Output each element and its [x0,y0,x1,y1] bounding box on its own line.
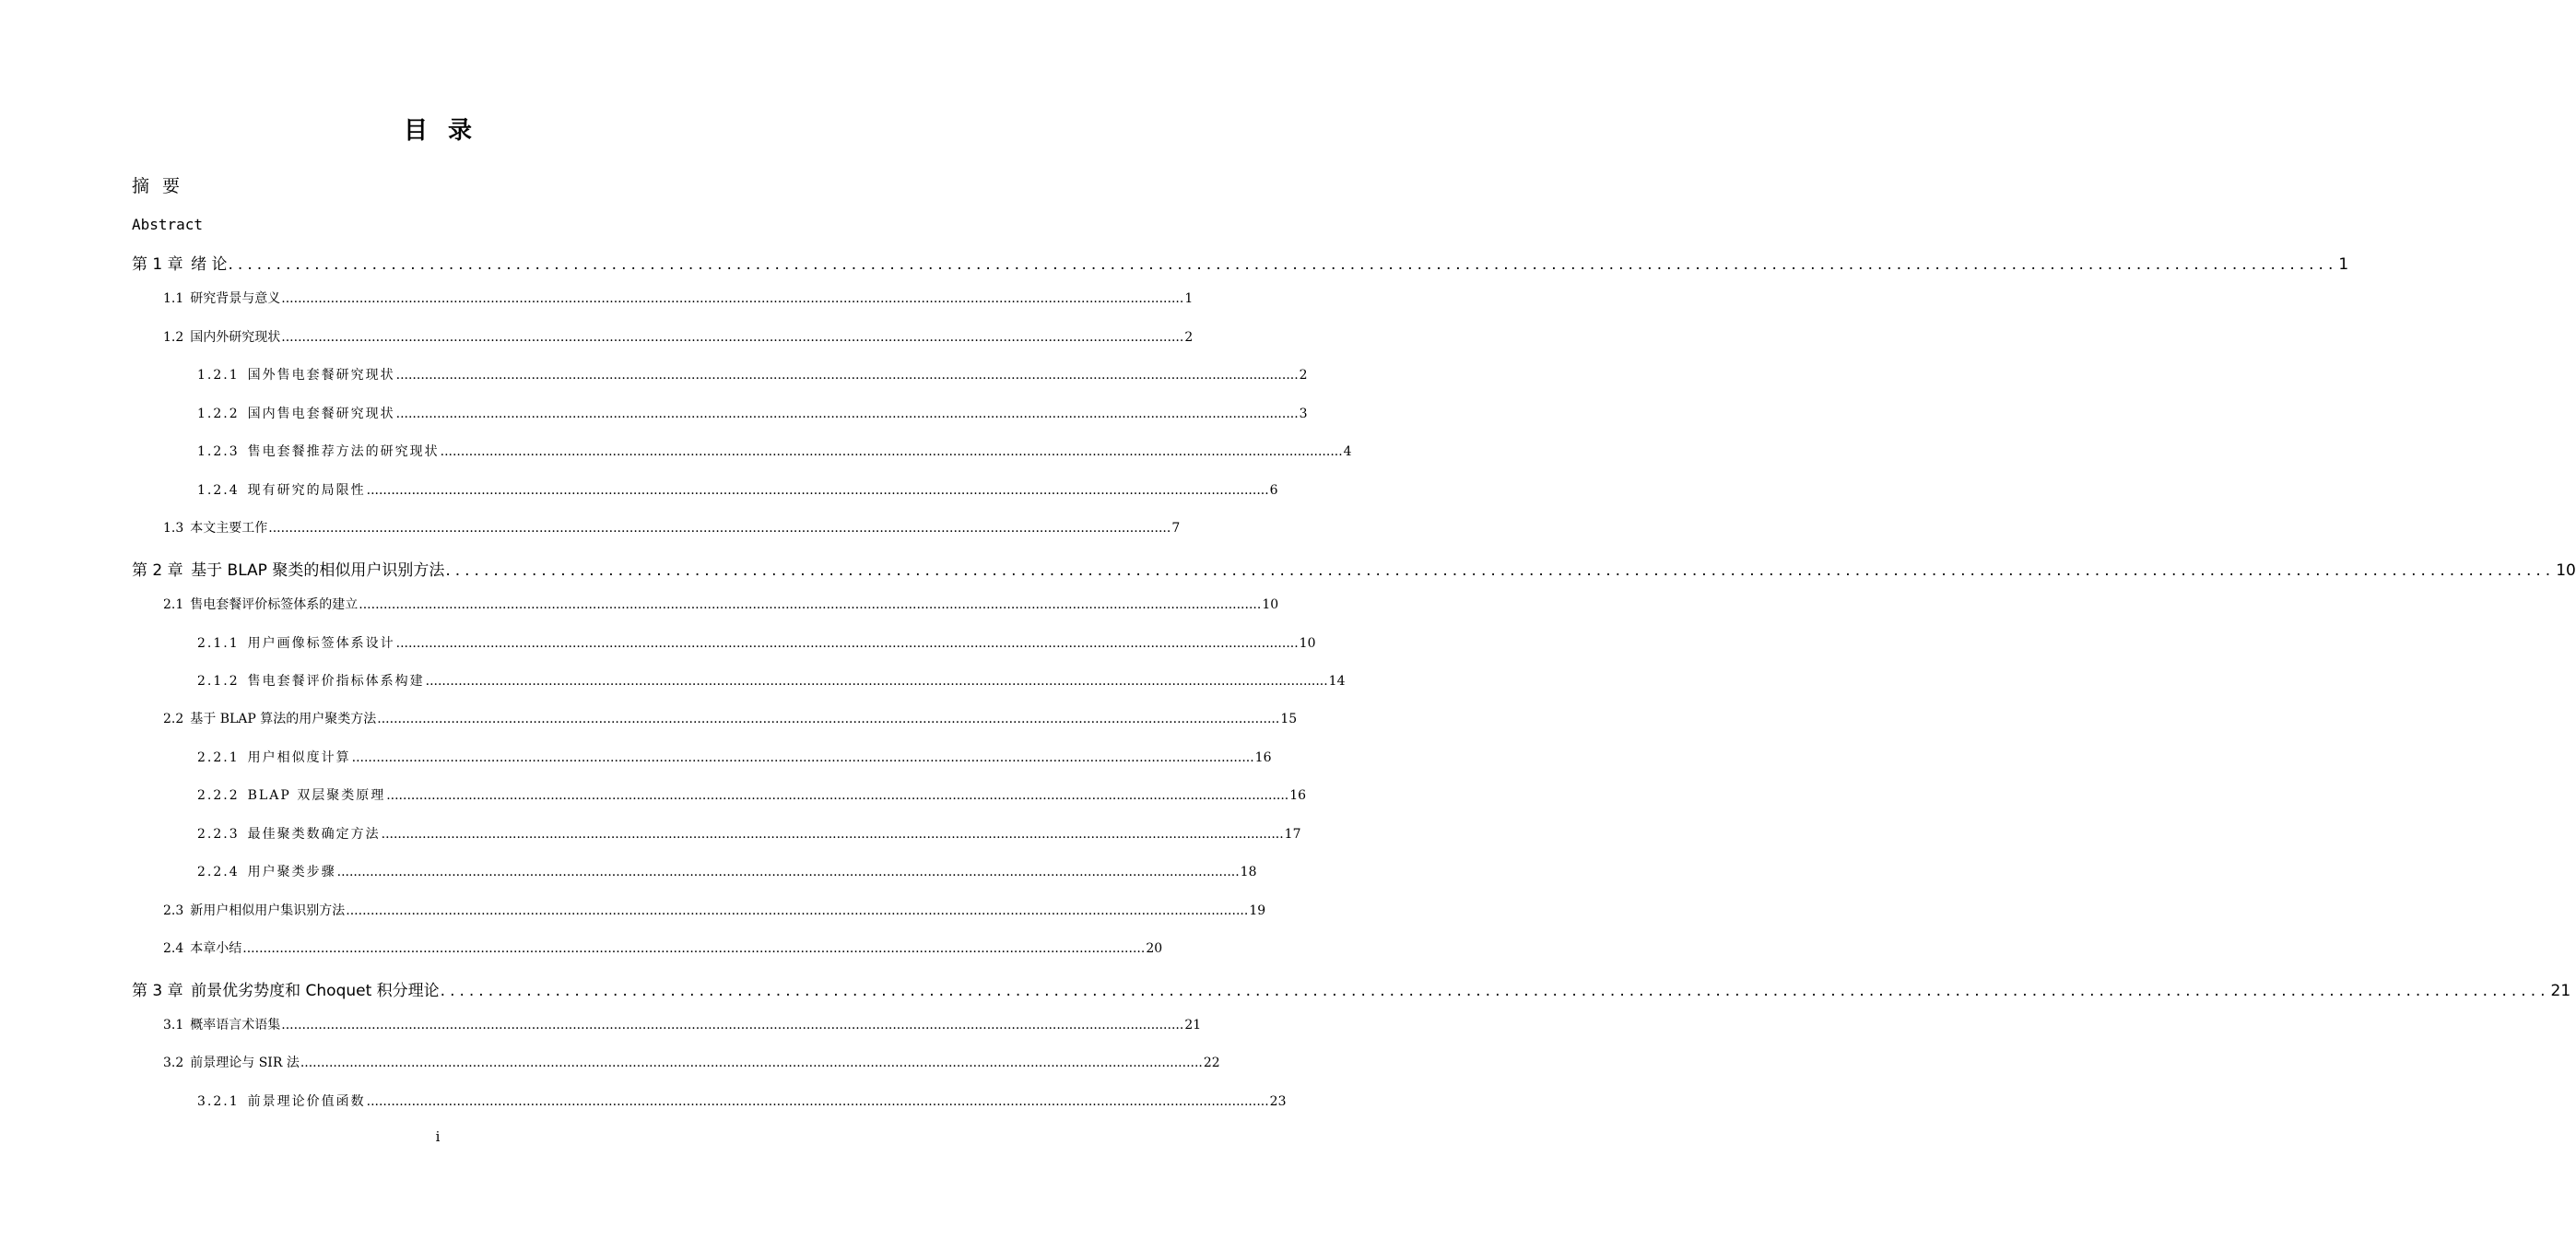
toc-entry-label [163,595,358,613]
toc-dot-leader: ............................................................................................................................................................................................................................ [381,827,1284,842]
toc-entry-label [132,557,444,580]
toc-dot-leader: ............................................................................................................................................................................................................................ [281,330,1184,345]
toc-entry-label [163,1053,300,1071]
toc-abstract-en[interactable]: Abstract [132,216,204,233]
toc-entry-number: 第 2 章 [132,561,183,580]
toc-entry-gap [240,483,248,498]
toc-entry[interactable] [197,633,1316,657]
toc-entry-page: 1 [2338,255,2349,274]
toc-entry-page: 21 [1184,1018,1202,1032]
toc-entry-title: 本章小结 [190,941,242,956]
toc-entry-gap [240,865,248,879]
toc-entry-number: 2.1.1 [197,636,240,651]
toc-entry-gap [240,368,248,383]
toc-dot-leader: ............................................................................................................................................................................................................................ [425,674,1328,689]
toc-entry[interactable] [197,671,1346,695]
toc-dot-leader: ............................................................................................................................................................................................................................ [386,788,1289,803]
toc-entry[interactable] [163,327,1194,351]
toc-dot-leader: ............................................................................................................................................................................................................................ [268,521,1171,536]
toc-entry[interactable] [197,748,1272,772]
toc-entry-number: 2.2.2 [197,788,240,803]
toc-dot-leader: ............................................................................................................................................................................................................................ [395,636,1299,651]
toc-entry-title: 国外售电套餐研究现状 [247,368,395,383]
toc-entry-label [163,709,376,727]
toc-entry[interactable] [197,785,1307,809]
toc-dot-leader: ............................................................................................................................................................................................................................ [377,712,1280,726]
toc-dot-leader: ............................................................................................................................................................................................................................ [395,407,1299,421]
toc-entry-label [163,938,241,957]
toc-entry-gap [183,255,192,274]
toc-entry-label [197,1092,366,1110]
toc-entry-gap [240,674,248,689]
toc-entry-number: 2.4 [163,941,184,956]
toc-dot-leader: ............................................................................................................................................................................................................................ [440,982,2550,1000]
toc-entry-label [163,518,267,537]
toc-entry-gap [240,827,248,842]
toc-entry-label [197,748,351,766]
toc-entry-page: 16 [1289,788,1307,803]
toc-entry-label [197,671,425,690]
toc-entry[interactable] [163,289,1194,313]
toc-entry-title: 前景理论价值函数 [247,1094,366,1109]
toc-entry[interactable] [197,862,1257,886]
toc-entry[interactable] [197,480,1278,504]
toc-entry-label [197,862,336,880]
toc-entry-label [163,327,280,346]
toc-entry-title: 绪 论 [191,255,228,274]
toc-entry-gap [240,788,248,803]
toc-entry-title: 用户聚类步骤 [247,865,336,879]
toc-entry[interactable] [163,1053,1220,1077]
toc-dot-leader: ............................................................................................................................................................................................................................ [336,865,1240,879]
toc-entry-page: 21 [2550,982,2571,1000]
toc-dot-leader: ............................................................................................................................................................................................................................ [281,291,1184,306]
toc-entry-title: 新用户相似用户集识别方法 [190,903,346,918]
toc-entry-page: 10 [2556,561,2576,580]
toc-entry[interactable] [163,595,1279,619]
toc-entry-number: 2.2.3 [197,827,240,842]
toc-entry-page: 16 [1254,750,1272,765]
toc-entry-number: 2.1.2 [197,674,240,689]
toc-entry-label [197,480,366,499]
toc-entry-title: 现有研究的局限性 [247,483,366,498]
toc-entry-page: 1 [1184,291,1194,306]
toc-entry-number: 1.2.1 [197,368,240,383]
toc-entry-number: 2.2.1 [197,750,240,765]
toc-entry-title: 前景优劣势度和 Choquet 积分理论 [191,982,440,1000]
toc-entry-label [163,1015,280,1033]
page-number: i [435,1128,441,1145]
toc-entry[interactable] [197,442,1352,466]
toc-entry-number: 1.2.3 [197,444,240,459]
toc-entry[interactable] [163,1015,1202,1039]
toc-dot-leader: ............................................................................................................................................................................................................................ [242,941,1146,956]
toc-entry[interactable] [197,365,1308,389]
toc-entry-title: 本文主要工作 [190,521,268,536]
toc-dot-leader: ............................................................................................................................................................................................................................ [445,561,2556,580]
toc-dot-leader: ............................................................................................................................................................................................................................ [359,597,1262,612]
toc-entry-page: 6 [1269,483,1278,498]
toc-dot-leader: ............................................................................................................................................................................................................................ [440,444,1343,459]
toc-entry-number: 1.2.4 [197,483,240,498]
toc-entry-page: 23 [1269,1094,1287,1109]
toc-entry-gap [240,636,248,651]
toc-entry-page: 2 [1184,330,1194,345]
toc-entry[interactable] [132,251,2349,275]
toc-dot-leader: ............................................................................................................................................................................................................................ [366,483,1269,498]
toc-entry-page: 17 [1284,827,1301,842]
toc-entry-gap [183,561,192,580]
toc-entry-page: 14 [1328,674,1346,689]
toc-entry-page: 22 [1203,1056,1220,1070]
toc-entry-label [197,404,395,422]
toc-entry-label [197,442,440,460]
toc-entry-title: 国内售电套餐研究现状 [247,407,395,421]
toc-entry-title: 研究背景与意义 [190,291,281,306]
toc-entry-number: 1.2 [163,330,184,345]
toc-entry-title: 用户画像标签体系设计 [247,636,395,651]
toc-entry[interactable] [197,1092,1287,1115]
toc-entry-title: BLAP 双层聚类原理 [247,788,386,803]
toc-entry-number: 1.2.2 [197,407,240,421]
toc-dot-leader: ............................................................................................................................................................................................................................ [395,368,1299,383]
toc-entry[interactable] [197,404,1308,428]
toc-entry-number: 第 3 章 [132,982,183,1000]
toc-entry-page: 2 [1299,368,1308,383]
toc-entry-number: 1.1 [163,291,184,306]
toc-entry-title: 最佳聚类数确定方法 [247,827,381,842]
toc-entry-label [197,824,381,843]
toc-entry[interactable] [163,518,1181,542]
toc-entry-title: 售电套餐推荐方法的研究现状 [247,444,440,459]
toc-entry-label [197,785,385,804]
toc-entry-page: 10 [1299,636,1316,651]
toc-entry-number: 第 1 章 [132,255,183,274]
toc-entry-number: 1.3 [163,521,184,536]
toc-entry-number: 2.1 [163,597,184,612]
toc-entry-label [197,365,395,384]
toc-entry-number: 2.2.4 [197,865,240,879]
toc-dot-leader: ............................................................................................................................................................................................................................ [300,1056,1203,1070]
toc-entry-page: 10 [1262,597,1279,612]
toc-entry-page: 19 [1249,903,1266,918]
toc-entry-page: 20 [1146,941,1163,956]
toc-entry-page: 7 [1171,521,1181,536]
toc-entry-title: 基于 BLAP 聚类的相似用户识别方法 [191,561,445,580]
toc-entry-title: 售电套餐评价指标体系构建 [247,674,425,689]
toc-entry[interactable] [163,901,1266,925]
toc-entry-gap [240,444,248,459]
toc-entry-gap [240,407,248,421]
toc-entry-label [132,977,440,1000]
toc-entry-page: 15 [1280,712,1298,726]
toc-dot-leader: ............................................................................................................................................................................................................................ [228,255,2338,274]
toc-entry-title: 概率语言术语集 [190,1018,281,1032]
toc-entry-title: 前景理论与 SIR 法 [190,1056,300,1070]
toc-entry-title: 国内外研究现状 [190,330,281,345]
toc-entry-title: 售电套餐评价标签体系的建立 [190,597,359,612]
toc-entry-number: 3.2.1 [197,1094,240,1109]
toc-entry-number: 3.2 [163,1056,184,1070]
toc-dot-leader: ............................................................................................................................................................................................................................ [281,1018,1184,1032]
toc-entry-page: 4 [1343,444,1352,459]
toc-dot-leader: ............................................................................................................................................................................................................................ [346,903,1249,918]
toc-entry[interactable] [163,709,1298,733]
toc-entry[interactable] [132,557,2576,581]
toc-entry-title: 基于 BLAP 算法的用户聚类方法 [190,712,377,726]
toc-title: 目录 [403,117,492,145]
toc-entry[interactable] [163,938,1163,962]
toc-entry-number: 2.2 [163,712,184,726]
toc-entry-number: 2.3 [163,903,184,918]
toc-entry-title: 用户相似度计算 [247,750,351,765]
toc-entry-gap [240,750,248,765]
toc-abstract-zh[interactable]: 摘要 [132,176,194,196]
toc-entry-gap [183,982,192,1000]
toc-entry-page: 18 [1240,865,1257,879]
toc-entry-number: 3.1 [163,1018,184,1032]
toc-entry-label [163,901,345,919]
toc-dot-leader: ............................................................................................................................................................................................................................ [366,1094,1269,1109]
toc-entry-label [163,289,280,307]
toc-entry-page: 3 [1299,407,1308,421]
toc-entry[interactable] [197,824,1301,848]
toc-entry-label [132,251,228,274]
toc-entry-gap [240,1094,248,1109]
toc-entry[interactable] [132,977,2571,1001]
toc-entry-label [197,633,395,652]
toc-dot-leader: ............................................................................................................................................................................................................................ [351,750,1254,765]
